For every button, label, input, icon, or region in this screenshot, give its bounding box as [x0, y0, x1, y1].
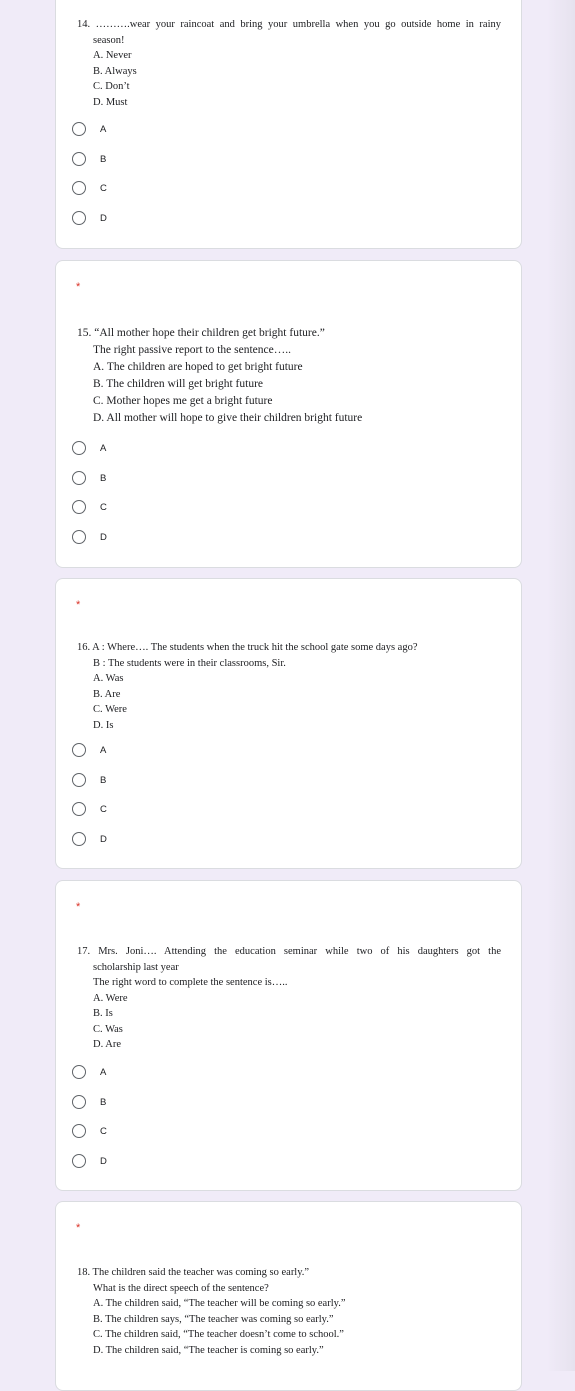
option-c[interactable]	[72, 178, 192, 198]
radio-button[interactable]	[72, 832, 86, 846]
question-line: 17. Mrs. Joni…. Attending the education seminar while two of his daughters got the	[77, 946, 501, 957]
radio-button[interactable]	[72, 743, 86, 757]
answer-choice: B. Is	[93, 1008, 113, 1019]
radio-button[interactable]	[72, 441, 86, 455]
option-label: C	[100, 182, 107, 194]
answer-choice: D. Are	[93, 1039, 121, 1050]
answer-choice: B. Always	[93, 65, 137, 77]
question-text-15	[77, 325, 501, 427]
option-d[interactable]	[72, 1151, 192, 1171]
option-label: D	[100, 833, 107, 845]
question-card-15	[55, 260, 522, 568]
option-label: A	[100, 123, 107, 135]
option-label: C	[100, 1125, 107, 1137]
answer-choice: C. The children said, “The teacher doesn’t come to school.”	[93, 1329, 344, 1340]
radio-button[interactable]	[72, 122, 86, 136]
option-label: C	[100, 501, 107, 513]
question-line: The right passive report to the sentence…..	[93, 344, 291, 356]
answer-choice: B. The children will get bright future	[93, 378, 264, 390]
question-text-17	[77, 944, 501, 1053]
option-label: B	[100, 774, 107, 786]
option-label: A	[100, 1066, 107, 1078]
answer-choice: B. Are	[93, 688, 121, 700]
radio-button[interactable]	[72, 530, 86, 544]
option-c[interactable]	[72, 799, 192, 819]
radio-button[interactable]	[72, 181, 86, 195]
answer-choice: D. Must	[93, 96, 128, 108]
option-b[interactable]	[72, 1092, 192, 1112]
answer-choice: B. The children says, “The teacher was coming so early.”	[93, 1313, 334, 1325]
option-label: B	[100, 1096, 107, 1108]
question-line: 18. The children said the teacher was coming so early.”	[77, 1267, 310, 1278]
option-label: A	[100, 442, 107, 454]
option-b[interactable]	[72, 468, 192, 488]
question-line: 15. “All mother hope their children get bright future.”	[77, 327, 325, 339]
required-asterisk: *	[76, 599, 81, 611]
question-line: 16. A : Where…. The students when the truck hit the school gate some days ago?	[77, 642, 418, 653]
question-line: What is the direct speech of the sentence?	[93, 1282, 269, 1294]
option-d[interactable]	[72, 208, 192, 228]
radio-button[interactable]	[72, 500, 86, 514]
option-a[interactable]	[72, 1062, 192, 1082]
answer-choice: C. Was	[93, 1023, 123, 1035]
answer-choice: A. The children are hoped to get bright future	[93, 361, 303, 373]
answer-choice: D. Is	[93, 719, 114, 731]
option-a[interactable]	[72, 438, 192, 458]
question-line: season!	[93, 34, 125, 46]
question-line: scholarship last year	[93, 961, 179, 973]
answer-choice: A. Never	[93, 50, 132, 61]
answer-choice: A. Was	[93, 673, 124, 684]
answer-choice: A. The children said, “The teacher will be coming so early.”	[93, 1298, 346, 1309]
option-b[interactable]	[72, 770, 192, 790]
option-label: A	[100, 744, 107, 756]
question-line: The right word to complete the sentence is…..	[93, 977, 288, 988]
question-text-14	[77, 17, 501, 110]
option-c[interactable]	[72, 497, 192, 517]
option-a[interactable]	[72, 119, 192, 139]
answer-choice: C. Don’t	[93, 81, 130, 92]
answer-choice: D. All mother will hope to give their children bright future	[93, 412, 363, 424]
radio-button[interactable]	[72, 471, 86, 485]
required-asterisk: *	[76, 1222, 81, 1234]
option-label: B	[100, 472, 107, 484]
radio-button[interactable]	[72, 802, 86, 816]
answer-choice: D. The children said, “The teacher is coming so early.”	[93, 1344, 324, 1356]
option-d[interactable]	[72, 527, 192, 547]
question-card-17	[55, 880, 522, 1191]
option-label: D	[100, 531, 107, 543]
required-asterisk: *	[76, 901, 81, 913]
option-label: D	[100, 212, 107, 224]
answer-choice: C. Mother hopes me get a bright future	[93, 395, 273, 407]
question-text-16	[77, 640, 501, 733]
radio-button[interactable]	[72, 152, 86, 166]
option-label: C	[100, 803, 107, 815]
page-edge-shadow	[547, 0, 575, 1371]
answer-choice: A. Were	[93, 992, 128, 1004]
question-text-18	[77, 1265, 501, 1358]
radio-button[interactable]	[72, 773, 86, 787]
radio-button[interactable]	[72, 211, 86, 225]
question-line: B : The students were in their classrooms, Sir.	[93, 657, 286, 669]
option-c[interactable]	[72, 1121, 192, 1141]
option-label: B	[100, 153, 107, 165]
question-card-18	[55, 1201, 522, 1391]
option-b[interactable]	[72, 149, 192, 169]
option-label: D	[100, 1155, 107, 1167]
radio-button[interactable]	[72, 1124, 86, 1138]
question-card-16	[55, 578, 522, 869]
radio-button[interactable]	[72, 1154, 86, 1168]
radio-button[interactable]	[72, 1095, 86, 1109]
radio-button[interactable]	[72, 1065, 86, 1079]
option-d[interactable]	[72, 829, 192, 849]
question-line: 14. ……….wear your raincoat and bring your umbrella when you go outside home in rainy	[77, 19, 501, 30]
answer-choice: C. Were	[93, 704, 127, 715]
required-asterisk: *	[76, 281, 81, 293]
option-a[interactable]	[72, 740, 192, 760]
question-card-14	[55, 0, 522, 249]
